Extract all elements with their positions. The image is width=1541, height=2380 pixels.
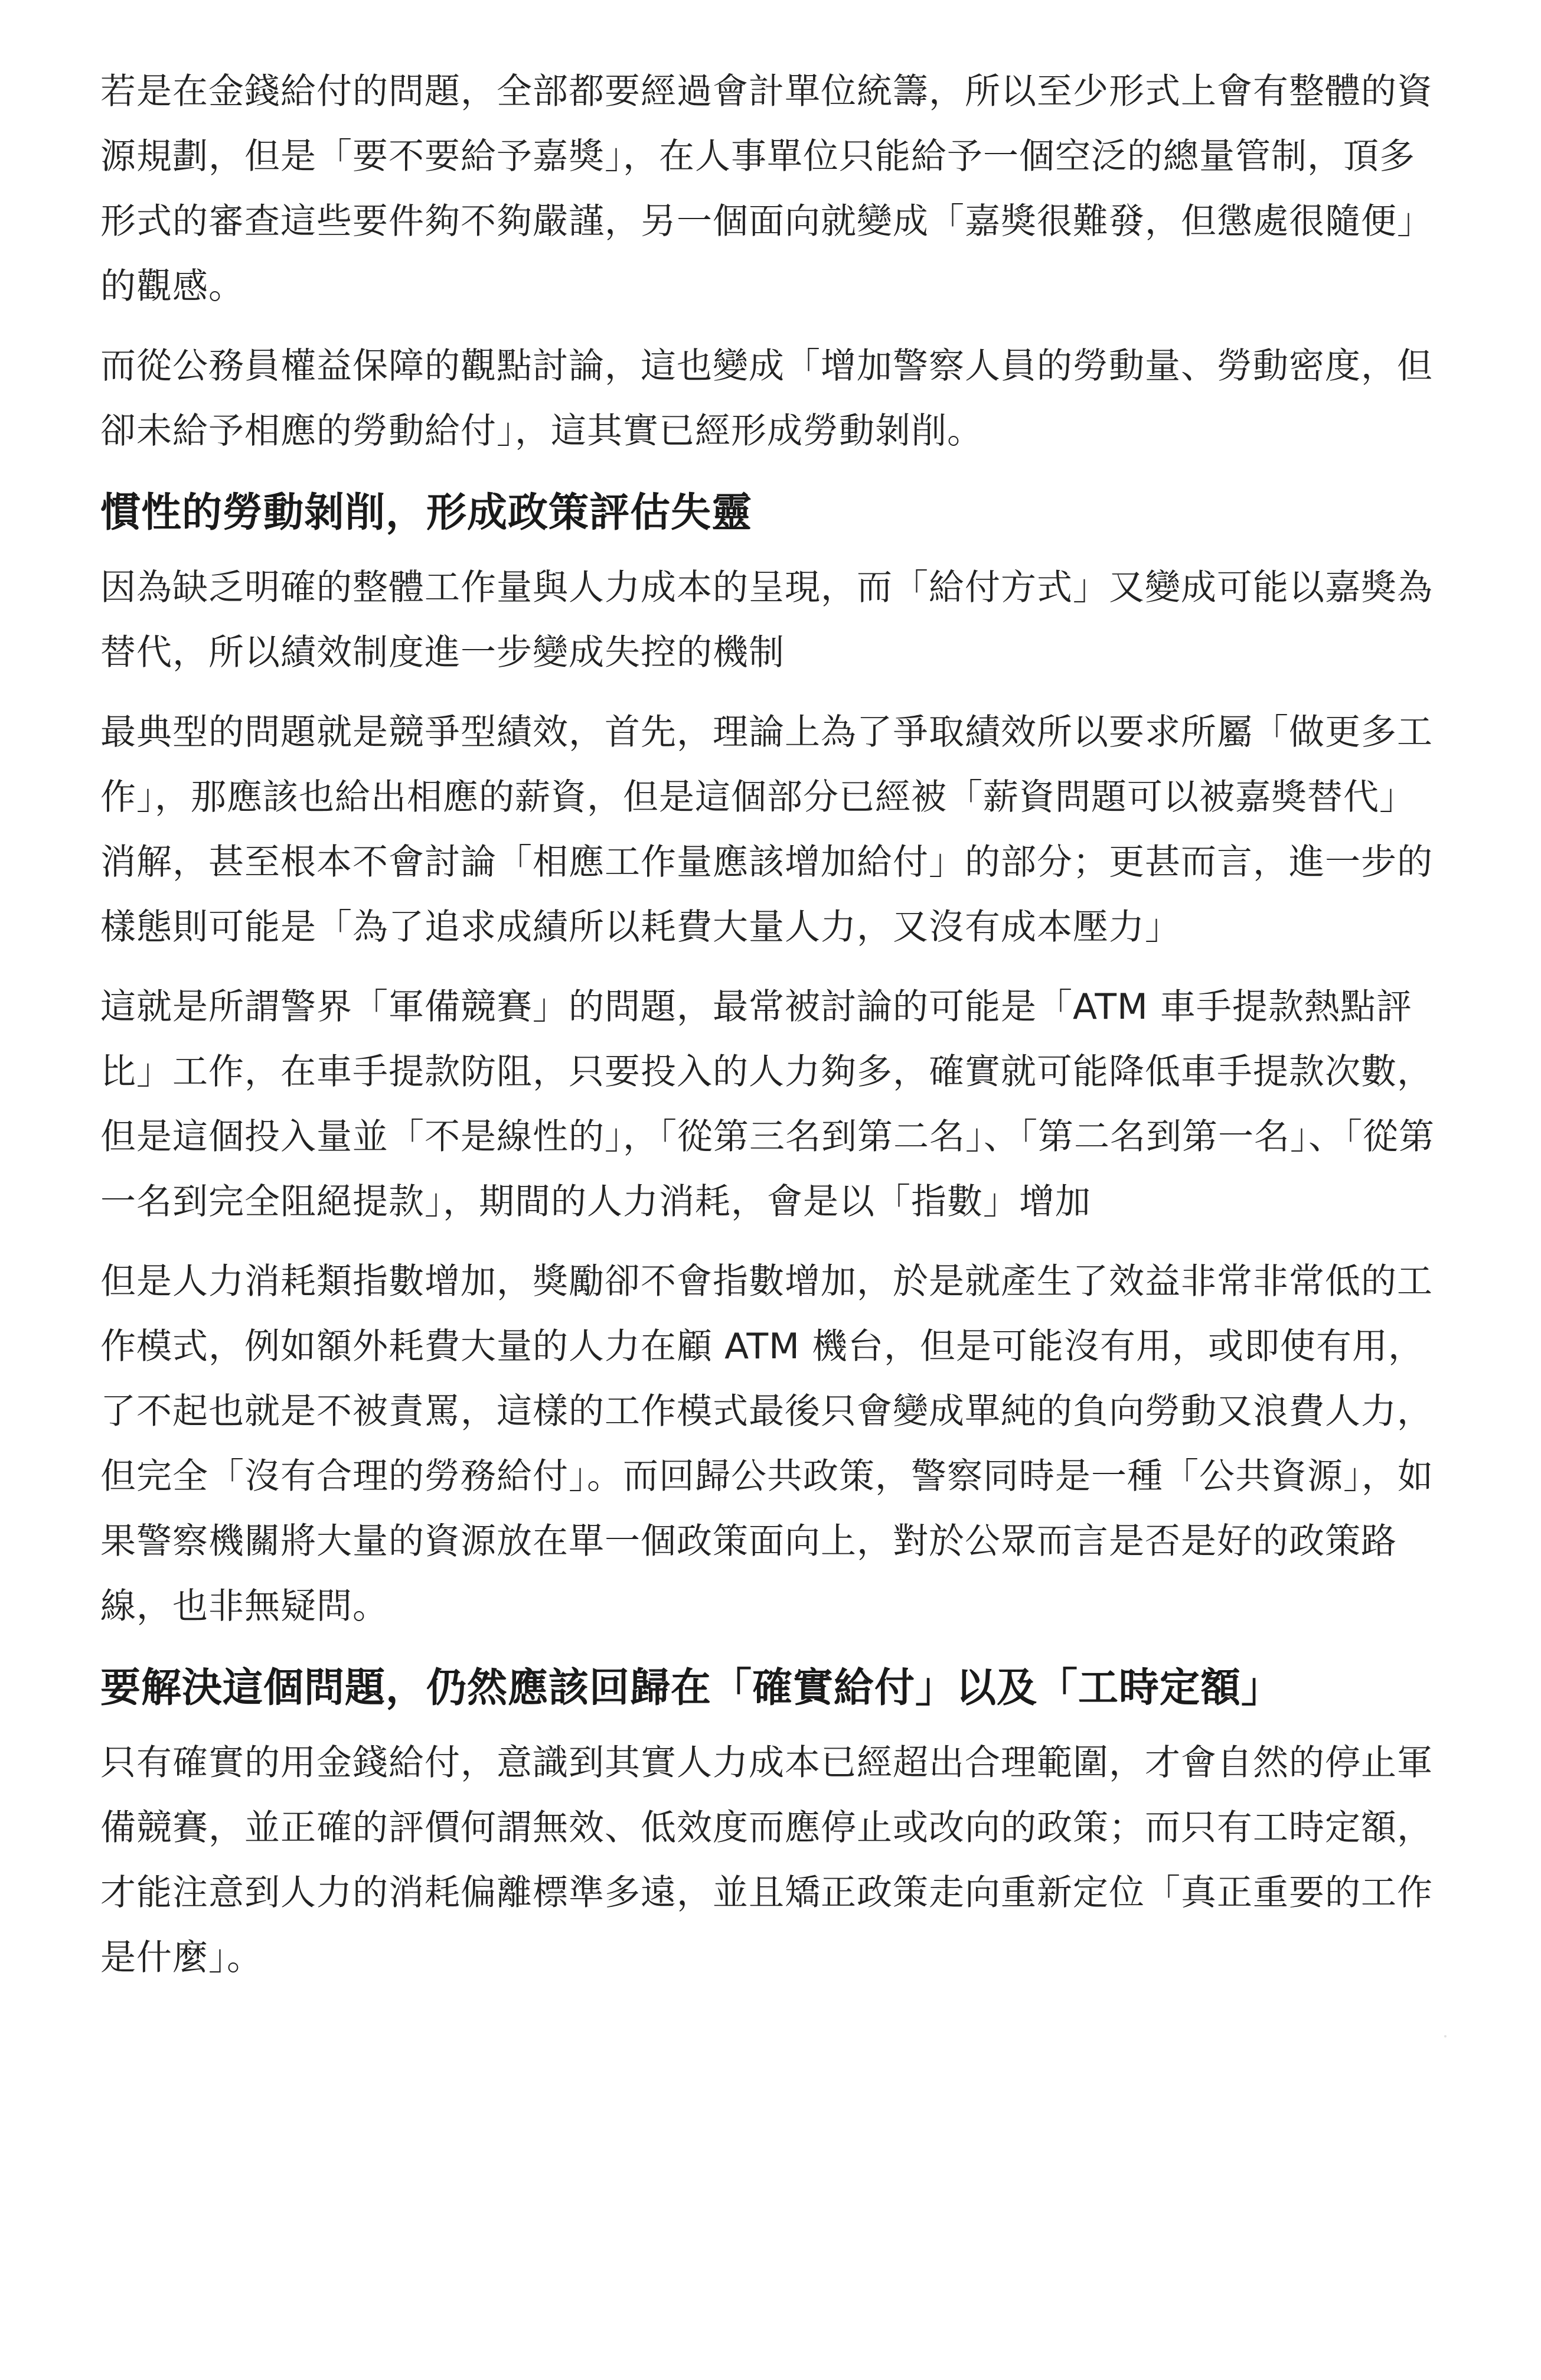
paragraph-missing-cost-visibility: 因為缺乏明確的整體工作量與人力成本的呈現，而「給付方式」又變成可能以嘉獎為替代，所以績效制度進一步變成失控的機制 bbox=[100, 567, 1433, 673]
section-heading-policy-failure: 慣性的勞動剝削，形成政策評估失靈 bbox=[100, 490, 753, 536]
paragraph-arms-race: 這就是所謂警界「軍備競賽」的問題，最常被討論的可能是「ATM 車手提款熱點評比」工作，在車手提款防阻，只要投入的人力夠多，確實就可能降低車手提款次數，但是這個投入量並「不是線性的」，「從第三名到第二名」、「第二名到第一名」、「從第一名到完全阻絕提款」，期間的人力消耗，會是以「指數」增加 bbox=[100, 986, 1435, 1222]
document-body bbox=[100, 59, 1441, 1990]
paragraph-competitive-performance: 最典型的問題就是競爭型績效，首先，理論上為了爭取績效所以要求所屬「做更多工作」，那應該也給出相應的薪資，但是這個部分已經被「薪資問題可以被嘉獎替代」消解，甚至根本不會討論「相應工作量應該增加給付」的部分；更甚而言，進一步的樣態則可能是「為了追求成績所以耗費大量人力，又沒有成本壓力」 bbox=[100, 712, 1433, 948]
paragraph-funding-review: 若是在金錢給付的問題，全部都要經過會計單位統籌，所以至少形式上會有整體的資源規劃，但是「要不要給予嘉獎」，在人事單位只能給予一個空泛的總量管制，頂多形式的審查這些要件夠不夠嚴謹，另一個面向就變成「嘉獎很難發，但懲處很隨便」的觀感。 bbox=[100, 71, 1433, 307]
scan-dust-mark bbox=[1444, 2035, 1447, 2037]
paragraph-solution: 只有確實的用金錢給付，意識到其實人力成本已經超出合理範圍，才會自然的停止軍備競賽，並正確的評價何謂無效、低效度而應停止或改向的政策；而只有工時定額，才能注意到人力的消耗偏離標準多遠，並且矯正政策走向重新定位「真正重要的工作是什麼」。 bbox=[100, 1742, 1433, 1978]
section-heading-solution: 要解決這個問題，仍然應該回歸在「確實給付」以及「工時定額」 bbox=[100, 1665, 1282, 1711]
paragraph-labor-exploitation: 而從公務員權益保障的觀點討論，這也變成「增加警察人員的勞動量、勞動密度，但卻未給予相應的勞動給付」，這其實已經形成勞動剝削。 bbox=[100, 345, 1433, 452]
paragraph-exponential-cost: 但是人力消耗類指數增加，獎勵卻不會指數增加，於是就產生了效益非常非常低的工作模式，例如額外耗費大量的人力在顧 ATM 機台，但是可能沒有用，或即使有用，了不起也就是不被責罵，這樣的工作模式最後只會變成單純的負向勞動又浪費人力，但完全「沒有合理的勞務給付」。而回歸公共政策，警察同時是一種「公共資源」，如果警察機關將大量的資源放在單一個政策面向上，對於公眾而言是否是好的政策路線，也非無疑問。 bbox=[100, 1261, 1434, 1627]
